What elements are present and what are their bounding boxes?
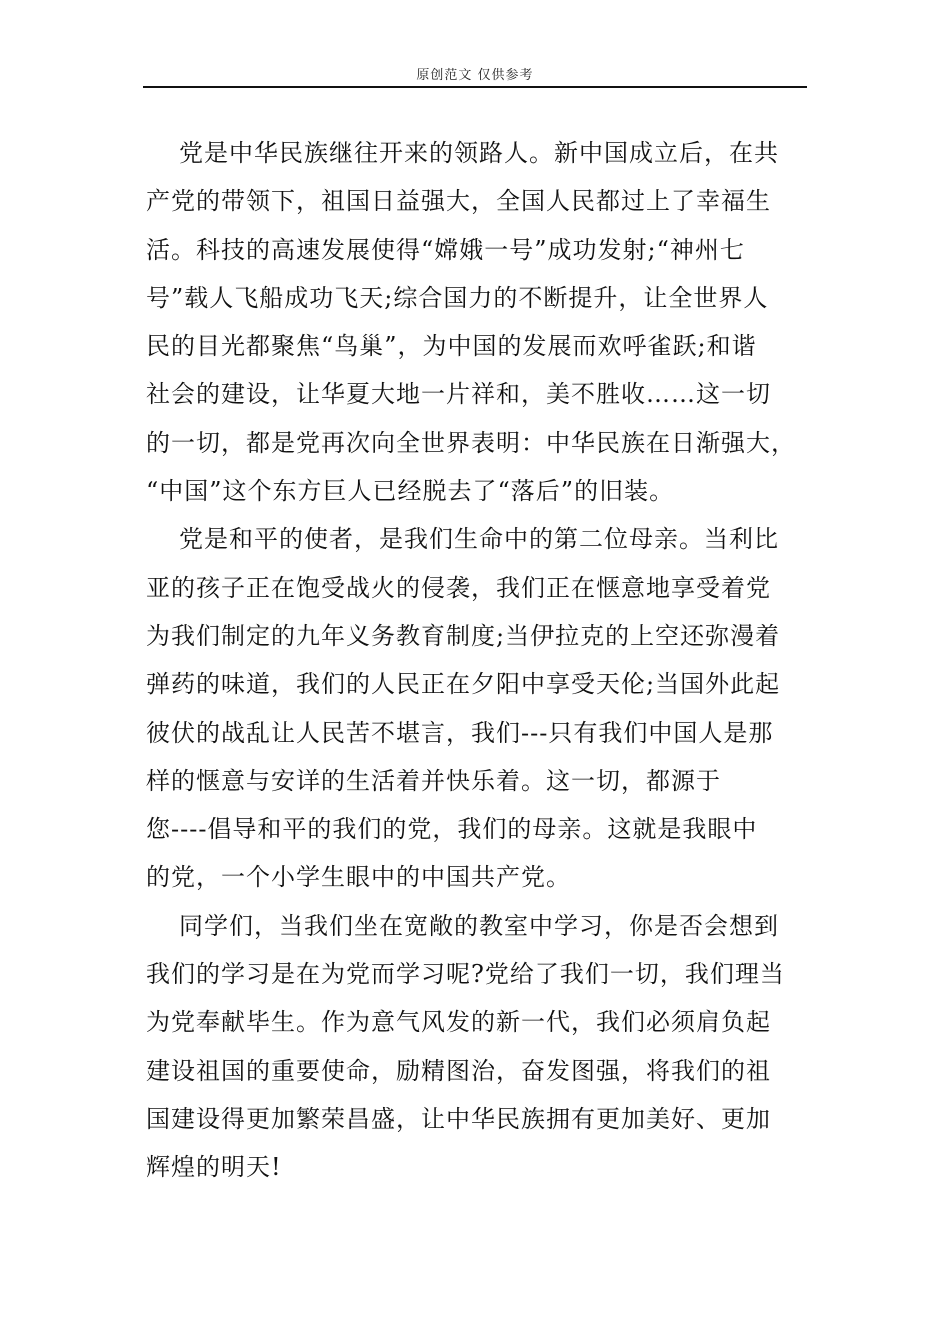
paragraph-2 [146,515,802,901]
text-line: 民的目光都聚焦“鸟巢”，为中国的发展而欢呼雀跃;和谐 [146,332,757,361]
text-line: 为党奉献毕生。作为意气风发的新一代，我们必须肩负起 [146,1008,771,1037]
text-line: “中国”这个东方巨人已经脱去了“落后”的旧装。 [146,477,675,506]
text-line: 弹药的味道，我们的人民正在夕阳中享受天伦;当国外此起 [146,670,781,699]
text-line: 党是和平的使者，是我们生命中的第二位母亲。当利比 [179,525,779,554]
text-line: 社会的建设，让华夏大地一片祥和，美不胜收……这一切 [146,380,771,409]
text-line: 建设祖国的重要使命，励精图治，奋发图强，将我们的祖 [146,1056,771,1085]
text-line: 同学们，当我们坐在宽敞的教室中学习，你是否会想到 [179,911,779,940]
document-body [146,129,802,1192]
paragraph-3 [146,902,802,1192]
text-line: 您----倡导和平的我们的党，我们的母亲。这就是我眼中 [146,815,758,844]
text-line: 产党的带领下，祖国日益强大，全国人民都过上了幸福生 [146,187,771,216]
text-line: 活。科技的高速发展使得“嫦娥一号”成功发射;“神州七 [146,235,745,264]
paragraph-1 [146,129,802,515]
text-line: 为我们制定的九年义务教育制度;当伊拉克的上空还弥漫着 [146,621,781,650]
text-line: 亚的孩子正在饱受战火的侵袭，我们正在惬意地享受着党 [146,573,771,602]
text-line: 样的惬意与安详的生活着并快乐着。这一切，都源于 [146,766,721,795]
text-line: 彼伏的战乱让人民苦不堪言，我们---只有我们中国人是那 [146,718,774,747]
text-line: 号”载人飞船成功飞天;综合国力的不断提升，让全世界人 [146,283,769,312]
text-line: 辉煌的明天! [146,1153,282,1182]
text-line: 我们的学习是在为党而学习呢?党给了我们一切，我们理当 [146,960,785,989]
page-header [143,64,807,88]
text-line: 党是中华民族继往开来的领路人。新中国成立后，在共 [179,139,779,167]
text-line: 国建设得更加繁荣昌盛，让中华民族拥有更加美好、更加 [146,1104,771,1133]
header-caption: 原创范文 仅供参考 [416,68,534,83]
text-line: 的一切，都是党再次向全世界表明：中华民族在日渐强大， [146,428,796,457]
text-line: 的党，一个小学生眼中的中国共产党。 [146,863,571,892]
